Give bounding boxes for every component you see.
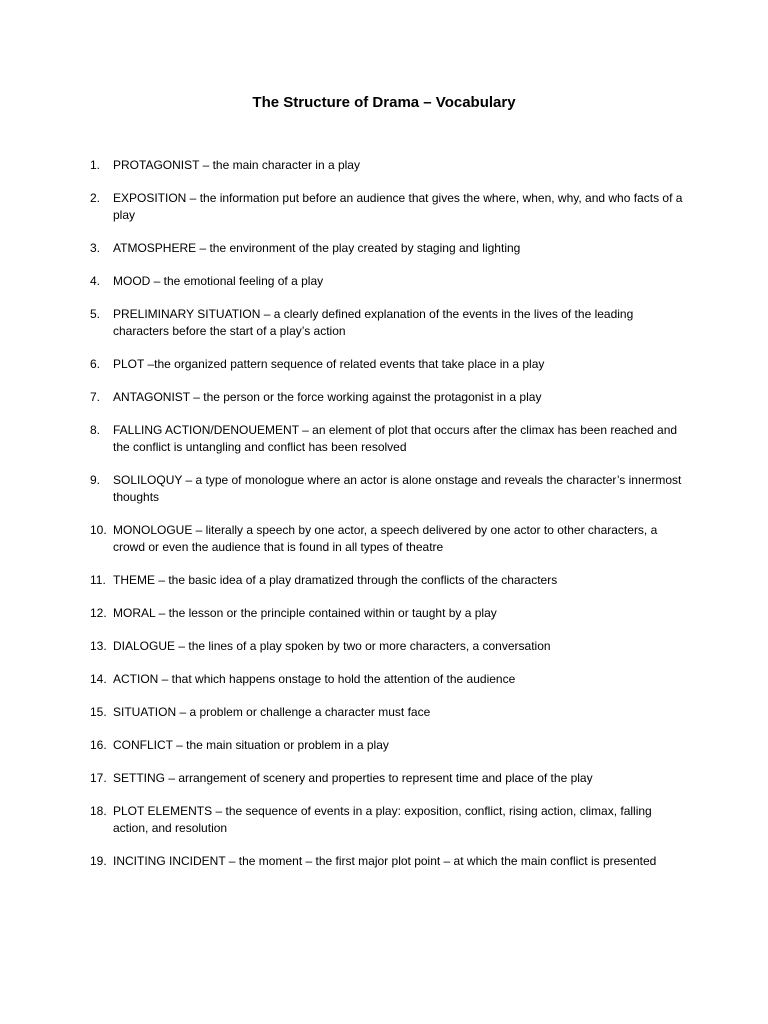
list-item (90, 737, 690, 754)
item-number: 17. (90, 771, 107, 785)
vocabulary-list (90, 157, 690, 886)
item-number: 14. (90, 672, 107, 686)
item-number: 15. (90, 705, 107, 719)
item-number: 5. (90, 307, 101, 321)
list-item (90, 803, 690, 837)
list-item (90, 853, 690, 870)
item-text: MORAL – the lesson or the principle contained within or taught by a play (113, 606, 497, 620)
list-item (90, 157, 690, 174)
item-number: 6. (90, 357, 101, 371)
list-item (90, 704, 690, 721)
item-text: CONFLICT – the main situation or problem in a play (113, 738, 389, 752)
list-item (90, 605, 690, 622)
list-item (90, 422, 690, 456)
item-number: 4. (90, 274, 101, 288)
list-item (90, 472, 690, 506)
item-text: PLOT ELEMENTS – the sequence of events in a play: exposition, conflict, rising action, climax, falling action, and resolution (113, 804, 652, 835)
item-text: MONOLOGUE – literally a speech by one actor, a speech delivered by one actor to other characters, a crowd or even the audience that is found in all types of theatre (113, 523, 658, 554)
item-text: THEME – the basic idea of a play dramatized through the conflicts of the characters (113, 573, 558, 587)
list-item (90, 522, 690, 556)
item-text: ATMOSPHERE – the environment of the play created by staging and lighting (113, 241, 521, 255)
list-item (90, 572, 690, 589)
item-number: 1. (90, 158, 101, 172)
list-item (90, 389, 690, 406)
list-item (90, 273, 690, 290)
item-number: 9. (90, 473, 101, 487)
list-item (90, 240, 690, 257)
item-text: PLOT –the organized pattern sequence of related events that take place in a play (113, 357, 545, 371)
list-item (90, 190, 690, 224)
item-number: 13. (90, 639, 107, 653)
item-text: MOOD – the emotional feeling of a play (113, 274, 324, 288)
item-text: DIALOGUE – the lines of a play spoken by two or more characters, a conversation (113, 639, 551, 653)
list-item (90, 638, 690, 655)
item-text: FALLING ACTION/DENOUEMENT – an element of plot that occurs after the climax has been reached and the conflict is untangling and conflict has been resolved (113, 423, 678, 454)
item-number: 2. (90, 191, 101, 205)
item-number: 19. (90, 854, 107, 868)
item-text: SOLILOQUY – a type of monologue where an actor is alone onstage and reveals the character’s innermost thoughts (113, 473, 682, 504)
list-item (90, 770, 690, 787)
item-text: ANTAGONIST – the person or the force working against the protagonist in a play (113, 390, 542, 404)
item-number: 3. (90, 241, 101, 255)
item-number: 7. (90, 390, 101, 404)
item-text: PRELIMINARY SITUATION – a clearly defined explanation of the events in the lives of the leading characters before the start of a play’s action (113, 307, 634, 338)
item-text: SITUATION – a problem or challenge a character must face (113, 705, 431, 719)
document-title: The Structure of Drama – Vocabulary (252, 94, 516, 111)
list-item (90, 671, 690, 688)
item-number: 11. (90, 573, 106, 587)
item-text: ACTION – that which happens onstage to hold the attention of the audience (113, 672, 516, 686)
item-number: 8. (90, 423, 101, 437)
item-number: 12. (90, 606, 107, 620)
item-number: 18. (90, 804, 107, 818)
list-item (90, 306, 690, 340)
item-number: 16. (90, 738, 107, 752)
item-text: INCITING INCIDENT – the moment – the first major plot point – at which the main conflict is presented (113, 854, 657, 868)
item-text: SETTING – arrangement of scenery and properties to represent time and place of the play (113, 771, 593, 785)
list-item (90, 356, 690, 373)
item-text: PROTAGONIST – the main character in a play (113, 158, 360, 172)
item-number: 10. (90, 523, 107, 537)
item-text: EXPOSITION – the information put before an audience that gives the where, when, why, and who facts of a play (113, 191, 683, 222)
